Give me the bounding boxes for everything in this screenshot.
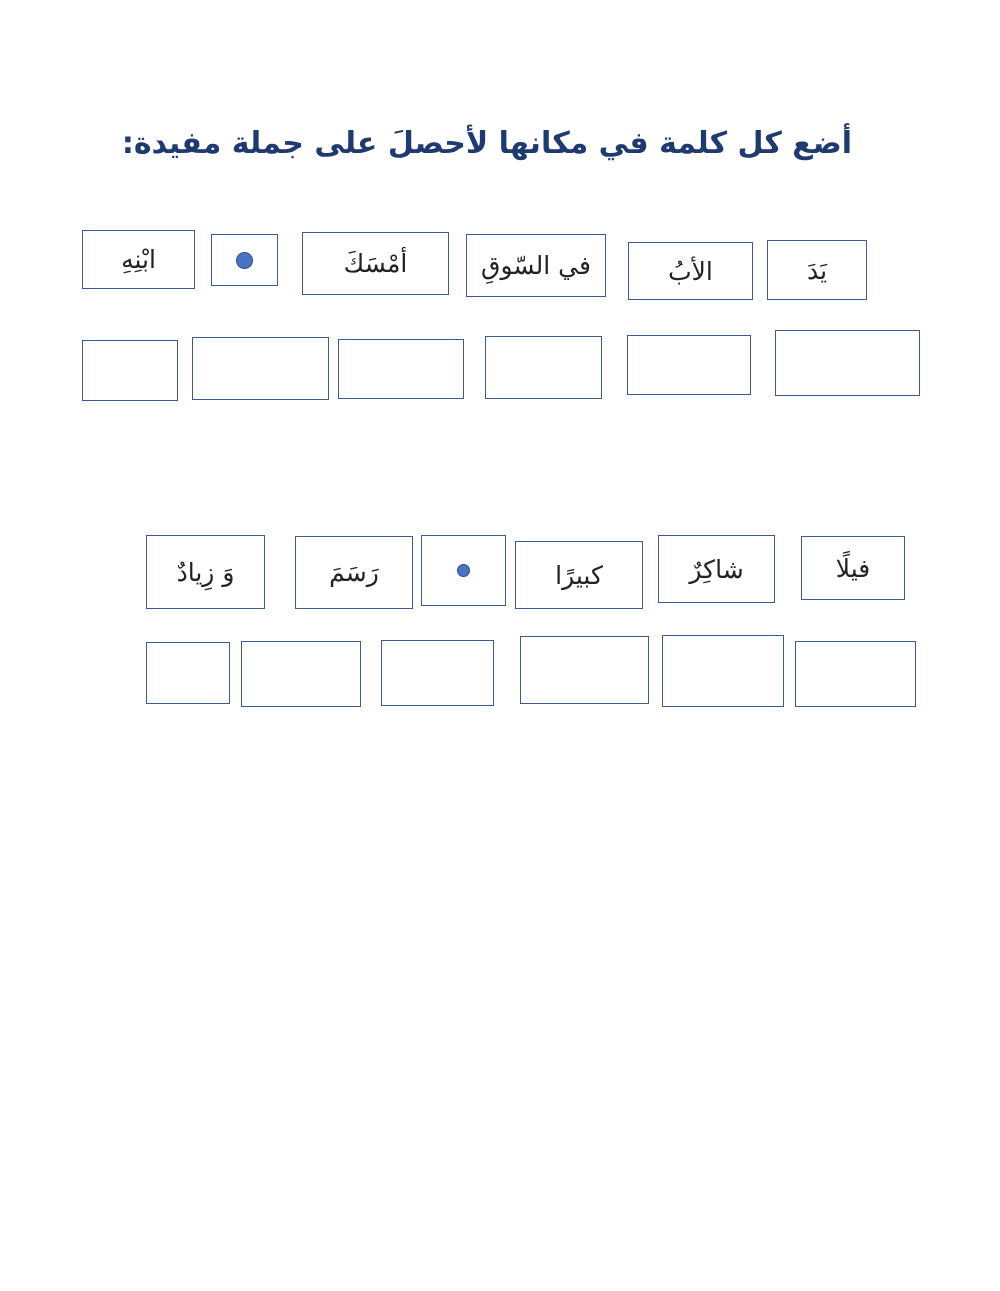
word-tile[interactable]: أمْسَكَ bbox=[302, 232, 449, 295]
answer-slot[interactable] bbox=[662, 635, 784, 707]
word-tile[interactable]: شاكِرٌ bbox=[658, 535, 775, 603]
word-tile[interactable]: فيلًا bbox=[801, 536, 905, 600]
period-dot-icon bbox=[457, 564, 470, 577]
answer-slot[interactable] bbox=[338, 339, 464, 399]
answer-slot[interactable] bbox=[485, 336, 602, 399]
answer-slot[interactable] bbox=[192, 337, 329, 400]
answer-slot[interactable] bbox=[82, 340, 178, 401]
answer-slot[interactable] bbox=[146, 642, 230, 704]
period-dot-icon bbox=[236, 252, 253, 269]
answer-slot[interactable] bbox=[381, 640, 494, 706]
word-tile[interactable]: في السّوقِ bbox=[466, 234, 606, 297]
answer-slot[interactable] bbox=[241, 641, 361, 707]
answer-slot[interactable] bbox=[520, 636, 649, 704]
word-tile[interactable]: كبيرًا bbox=[515, 541, 643, 609]
word-tile[interactable]: رَسَمَ bbox=[295, 536, 413, 609]
word-tile[interactable]: الأبُ bbox=[628, 242, 753, 300]
answer-slot[interactable] bbox=[627, 335, 751, 395]
period-tile[interactable] bbox=[421, 535, 506, 606]
word-tile[interactable]: يَدَ bbox=[767, 240, 867, 300]
instruction-title: أضع كل كلمة في مكانها لأحصلَ على جملة مفيدة: bbox=[121, 126, 852, 161]
answer-slot[interactable] bbox=[795, 641, 916, 707]
answer-slot[interactable] bbox=[775, 330, 920, 396]
period-tile[interactable] bbox=[211, 234, 278, 286]
word-tile[interactable]: ابْنِهِ bbox=[82, 230, 195, 289]
word-tile[interactable]: وَ زِيادٌ bbox=[146, 535, 265, 609]
